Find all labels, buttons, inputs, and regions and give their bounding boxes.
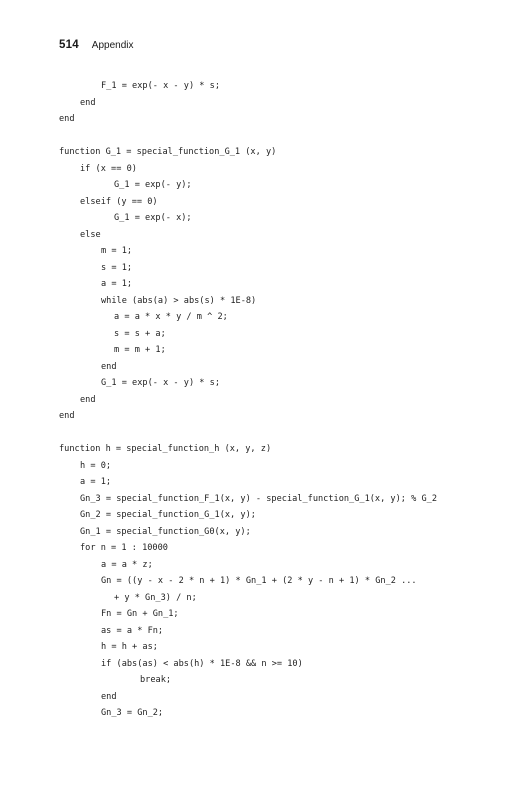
code-line: elseif (y == 0) <box>80 196 158 207</box>
code-line: else <box>80 229 101 240</box>
code-line: for n = 1 : 10000 <box>80 543 168 553</box>
code-line: s = s + a; <box>114 328 166 339</box>
code-line <box>59 425 525 442</box>
code-line: Gn_3 = Gn_2; <box>101 708 164 718</box>
code-line: as = a * Fn; <box>101 625 164 636</box>
code-line: a = a * x * y / m ^ 2; <box>114 312 228 322</box>
code-line: h = h + as; <box>101 642 158 652</box>
code-line: a = 1; <box>80 477 112 487</box>
code-line: end <box>80 394 96 405</box>
code-line: end <box>101 691 117 702</box>
code-line: Fn = Gn + Gn_1; <box>101 609 179 619</box>
code-line: end <box>80 97 96 108</box>
code-line: break; <box>140 675 172 685</box>
code-line: a = 1; <box>101 279 133 289</box>
code-line: if (x == 0) <box>80 163 137 174</box>
code-line: function G_1 = special_function_G_1 (x, y) <box>59 147 277 157</box>
code-line: F_1 = exp(- x - y) * s; <box>101 81 220 91</box>
code-line: s = 1; <box>101 262 133 273</box>
code-line: if (abs(as) < abs(h) * 1E-8 && n >= 10) <box>101 658 303 669</box>
code-line: end <box>59 114 75 124</box>
page-number: 514 <box>59 39 79 51</box>
code-line <box>59 128 525 145</box>
page-header <box>59 39 134 53</box>
code-line: a = a * z; <box>101 559 153 570</box>
code-line: end <box>101 361 117 372</box>
code-line: G_1 = exp(- x - y) * s; <box>101 378 220 388</box>
code-line: Gn_3 = special_function_F_1(x, y) - special_function_G_1(x, y); % G_2 <box>80 493 437 504</box>
code-line: + y * Gn_3) / n; <box>114 592 197 603</box>
code-line: m = 1; <box>101 246 133 256</box>
code-line: h = 0; <box>80 460 112 471</box>
code-line: G_1 = exp(- y); <box>114 180 192 190</box>
code-line: m = m + 1; <box>114 345 166 355</box>
code-line: Gn = ((y - x - 2 * n + 1) * Gn_1 + (2 * y - n + 1) * Gn_2 ... <box>101 576 417 586</box>
code-listing <box>59 78 525 722</box>
code-line: Gn_1 = special_function_G0(x, y); <box>80 526 251 537</box>
running-title: Appendix <box>91 40 134 51</box>
code-line: function h = special_function_h (x, y, z) <box>59 444 272 454</box>
code-line: while (abs(a) > abs(s) * 1E-8) <box>101 295 257 306</box>
code-line: G_1 = exp(- x); <box>114 213 192 223</box>
code-line: Gn_2 = special_function_G_1(x, y); <box>80 510 256 520</box>
code-line: end <box>59 411 75 421</box>
